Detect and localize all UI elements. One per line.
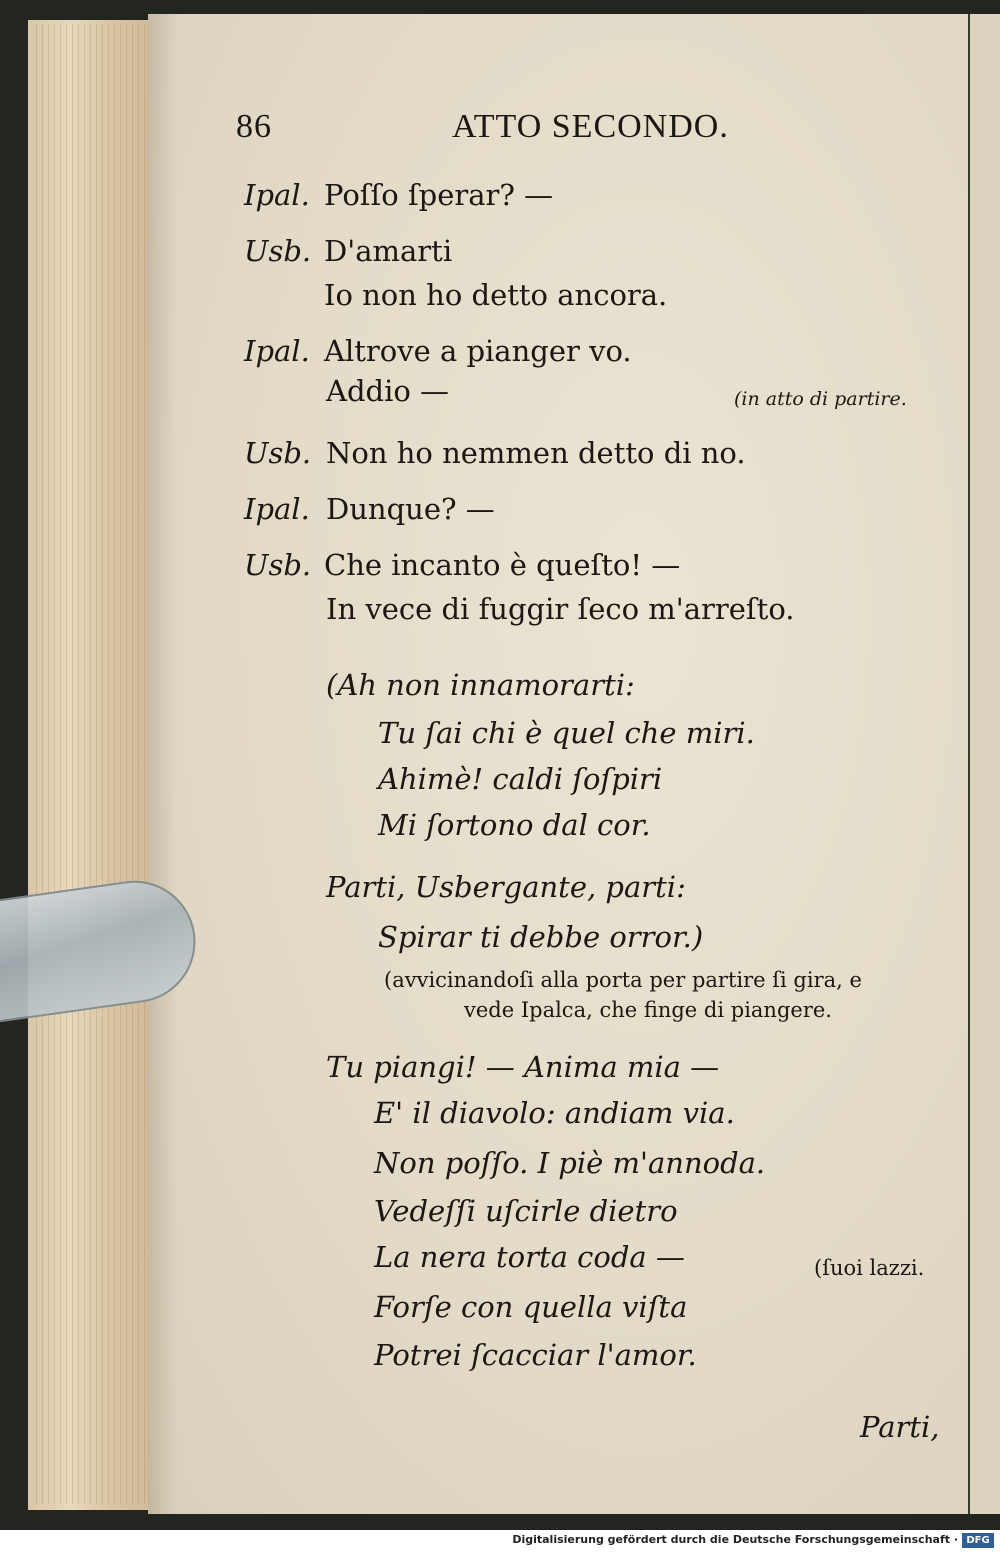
- verse-line: Spirar ti debbe orror.): [378, 920, 704, 954]
- verse-line: Mi ſortono dal cor.: [378, 808, 651, 842]
- verse-line: Non poſſo. I piè m'annoda.: [374, 1146, 766, 1180]
- page-title: ATTO SECONDO.: [452, 108, 729, 145]
- verse-line: Che incanto è queſto! —: [324, 548, 681, 582]
- verse-line: Addio —: [326, 374, 450, 408]
- speaker-label: Ipal.: [244, 334, 310, 368]
- verse-line: Vedeſſi uſcirle dietro: [374, 1194, 678, 1228]
- verse-line: Ahimè! caldi ſoſpiri: [378, 762, 663, 796]
- verse-line: Altrove a pianger vo.: [324, 334, 632, 368]
- verse-line: Tu ſai chi è quel che miri.: [378, 716, 755, 750]
- next-page-edge: [968, 14, 1000, 1514]
- page-number: 86: [236, 108, 272, 145]
- verse-line: In vece di fuggir ſeco m'arreſto.: [326, 592, 795, 626]
- speaker-label: Usb.: [244, 436, 312, 470]
- verse-line: Dunque? —: [326, 492, 495, 526]
- speaker-label: Usb.: [244, 234, 312, 268]
- speaker-label: Ipal.: [244, 178, 310, 212]
- verse-line: Non ho nemmen detto di no.: [326, 436, 746, 470]
- footer-bar: [0, 1530, 1000, 1552]
- speaker-label: Ipal.: [244, 492, 310, 526]
- stage-direction: vede Ipalca, che finge di piangere.: [464, 998, 832, 1022]
- verse-line: Poſſo ſperar? —: [324, 178, 554, 212]
- verse-line: Tu piangi! — Anima mia —: [326, 1050, 720, 1084]
- verse-line: (Ah non innamorarti:: [326, 668, 635, 702]
- verse-line: Parti, Usbergante, parti:: [326, 870, 686, 904]
- footer-credit: Digitalisierung gefördert durch die Deutsche Forschungsgemeinschaft ·: [512, 1533, 958, 1546]
- page-gutter-shadow: [148, 14, 178, 1514]
- catchword: Parti,: [860, 1410, 940, 1444]
- dfg-logo: DFG: [962, 1533, 994, 1548]
- verse-line: La nera torta coda —: [374, 1240, 685, 1274]
- verse-line: E' il diavolo: andiam via.: [374, 1096, 735, 1130]
- page-edge-lines: [36, 24, 146, 1504]
- stage-direction: (avvicinandoſi alla porta per partire ſi gira, e: [384, 968, 862, 992]
- verse-line: D'amarti: [324, 234, 453, 268]
- stage-direction: (in atto di partire.: [734, 388, 907, 410]
- verse-line: Potrei ſcacciar l'amor.: [374, 1338, 697, 1372]
- verse-line: Io non ho detto ancora.: [324, 278, 668, 312]
- stage-direction: (ſuoi lazzi.: [814, 1256, 925, 1280]
- verse-line: Forſe con quella viſta: [374, 1290, 688, 1324]
- speaker-label: Usb.: [244, 548, 312, 582]
